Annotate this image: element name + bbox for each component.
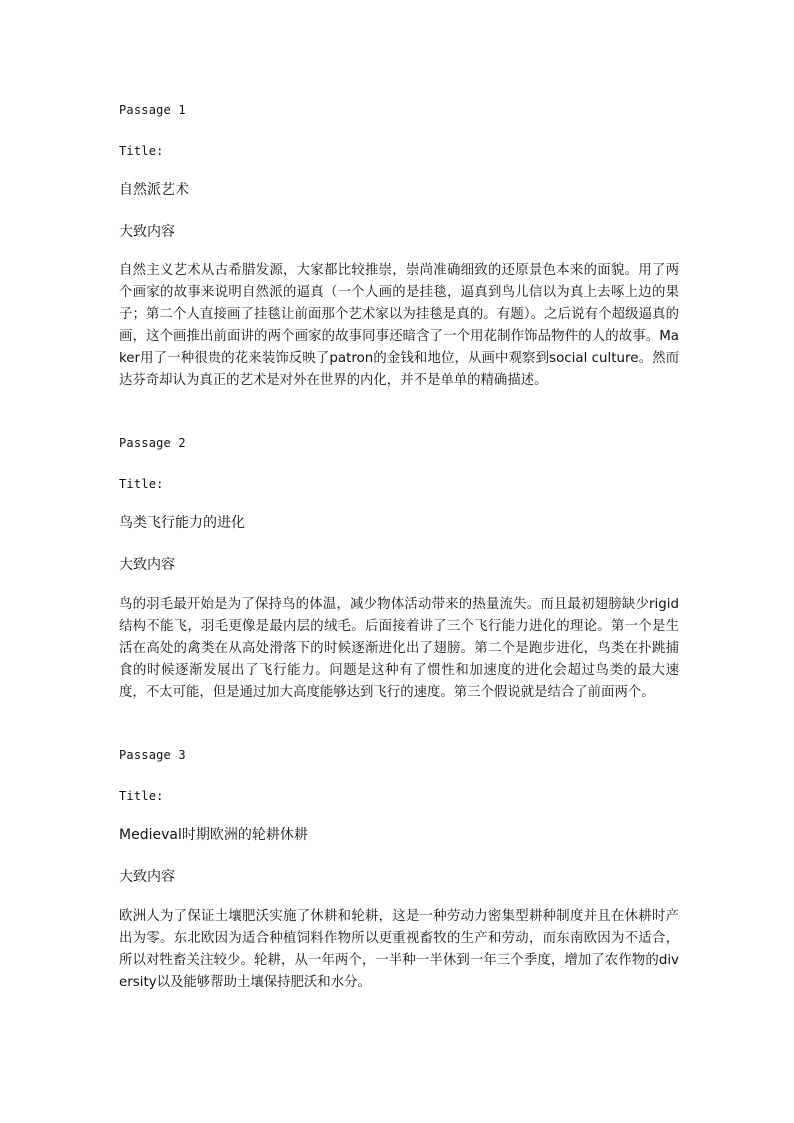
passage-title: Medieval时期欧洲的轮耕休耕 [119,827,308,843]
summary-paragraph: 鸟的羽毛最开始是为了保持鸟的体温，减少物体活动带来的热量流失。而且最初翅膀缺少rigid结构不能飞，羽毛更像是最内层的绒毛。后面接着讲了三个飞行能力进化的理论。第一个是生活在高处的禽类在从高处滑落下的时候逐渐进化出了翅膀。第二个是跑步进化，鸟类在扑跳捕食的时候逐渐发展出了飞行能力。问题是这种有了惯性和加速度的进化会超过鸟类的最大速度，不太可能，但是通过加大高度能够达到飞行的速度。第三个假说就是结合了前面两个。 [119,597,679,700]
title-label: Title: [119,789,164,803]
passage-heading: Passage 3 [119,748,186,762]
passage-title: 鸟类飞行能力的进化 [119,515,245,531]
passage-heading: Passage 1 [119,103,186,117]
summary-heading: 大致内容 [119,869,175,885]
summary-heading: 大致内容 [119,557,175,573]
title-label: Title: [119,477,164,491]
summary-paragraph: 自然主义艺术从古希腊发源，大家都比较推崇，崇尚准确细致的还原景色本来的面貌。用了两个画家的故事来说明自然派的逼真（一个人画的是挂毯，逼真到鸟儿信以为真上去啄上边的果子；第二个人直接画了挂毯让前面那个艺术家以为挂毯是真的。有题）。之后说有个超级逼真的画，这个画推出前面讲的两个画家的故事同事还暗含了一个用花制作饰品物件的人的故事。Maker用了一种很贵的花来装饰反映了patron的金钱和地位，从画中观察到social culture。然而达芬奇却认为真正的艺术是对外在世界的内化，并不是单单的精确描述。 [119,263,679,388]
passage-heading: Passage 2 [119,436,186,450]
title-label: Title: [119,144,164,158]
passage-title: 自然派艺术 [119,182,189,198]
summary-paragraph: 欧洲人为了保证土壤肥沃实施了休耕和轮耕，这是一种劳动力密集型耕种制度并且在休耕时产出为零。东北欧因为适合种植饲料作物所以更重视畜牧的生产和劳动，而东南欧因为不适合，所以对牲畜关注较少。轮耕，从一年两个，一半种一半休到一年三个季度，增加了农作物的diversity以及能够帮助土壤保持肥沃和水分。 [119,909,679,990]
summary-heading: 大致内容 [119,224,175,240]
